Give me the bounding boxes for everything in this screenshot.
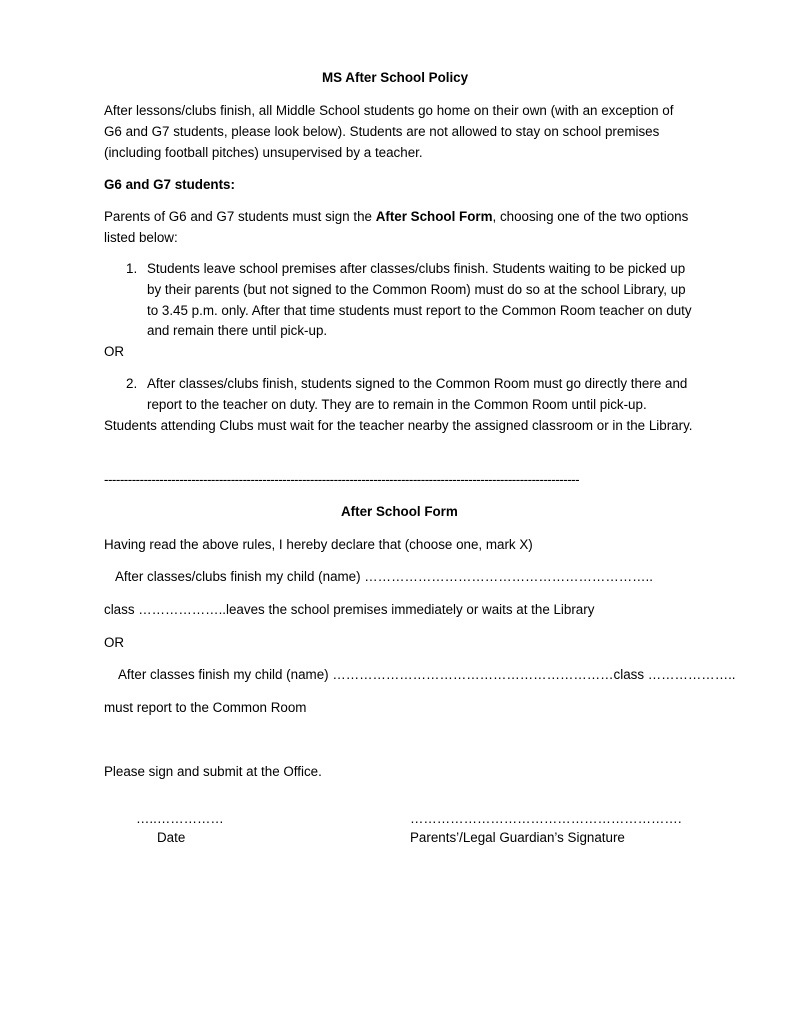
list-item-number-2: 2. bbox=[126, 376, 138, 391]
parents-text-bold: After School Form bbox=[375, 209, 493, 224]
clubs-note: Students attending Clubs must wait for the teacher nearby the assigned classroom or in the Library. bbox=[104, 418, 693, 433]
option-1-line-1: After classes/clubs finish my child (name) ……………………………………………………….. bbox=[115, 569, 653, 584]
or-divider-2: OR bbox=[104, 635, 125, 650]
or-divider-1: OR bbox=[104, 344, 125, 359]
policy-intro: After lessons/clubs finish, all Middle School students go home on their own (with an exception of G6 and G7 students, please look below). Students are not allowed to stay on school premises (including football pitches) unsupervised by a teacher. bbox=[104, 103, 674, 160]
date-label: Date bbox=[157, 830, 186, 845]
parents-text-post: , choosing one of the two options listed below: bbox=[104, 209, 689, 245]
signature-field-dots: ……………………………………………………. bbox=[410, 811, 682, 826]
signature-label: Parents’/Legal Guardian’s Signature bbox=[410, 830, 625, 845]
option-2-line-1: After classes finish my child (name) ………………………………………………………class ……………….. bbox=[118, 667, 736, 682]
option-1-line-2: class ………………..leaves the school premises immediately or waits at the Library bbox=[104, 602, 595, 617]
declaration-text: Having read the above rules, I hereby declare that (choose one, mark X) bbox=[104, 537, 533, 552]
parents-text-pre: Parents of G6 and G7 students must sign the bbox=[104, 209, 376, 224]
submit-instruction: Please sign and submit at the Office. bbox=[104, 764, 322, 779]
form-title: After School Form bbox=[341, 504, 458, 519]
cut-line-separator: ------------------------------------------------------------------------------------------------------------------------ bbox=[104, 472, 580, 487]
g6-g7-heading: G6 and G7 students: bbox=[104, 177, 235, 192]
list-item-2: After classes/clubs finish, students signed to the Common Room must go directly there and report to the teacher on duty. They are to remain in the Common Room until pick-up. bbox=[147, 376, 688, 412]
date-field-dots: …..…………… bbox=[136, 811, 224, 826]
parents-paragraph bbox=[104, 207, 694, 249]
policy-title: MS After School Policy bbox=[322, 70, 469, 85]
list-item-number-1: 1. bbox=[126, 261, 138, 276]
option-2-line-2: must report to the Common Room bbox=[104, 700, 307, 715]
list-item-1: Students leave school premises after classes/clubs finish. Students waiting to be picked up by their parents (but not signed to the Common Room) must do so at the school Library, up to 3.45 p.m. only. After that time students must report to the Common Room teacher on duty and remain there until pick-up. bbox=[147, 261, 692, 339]
